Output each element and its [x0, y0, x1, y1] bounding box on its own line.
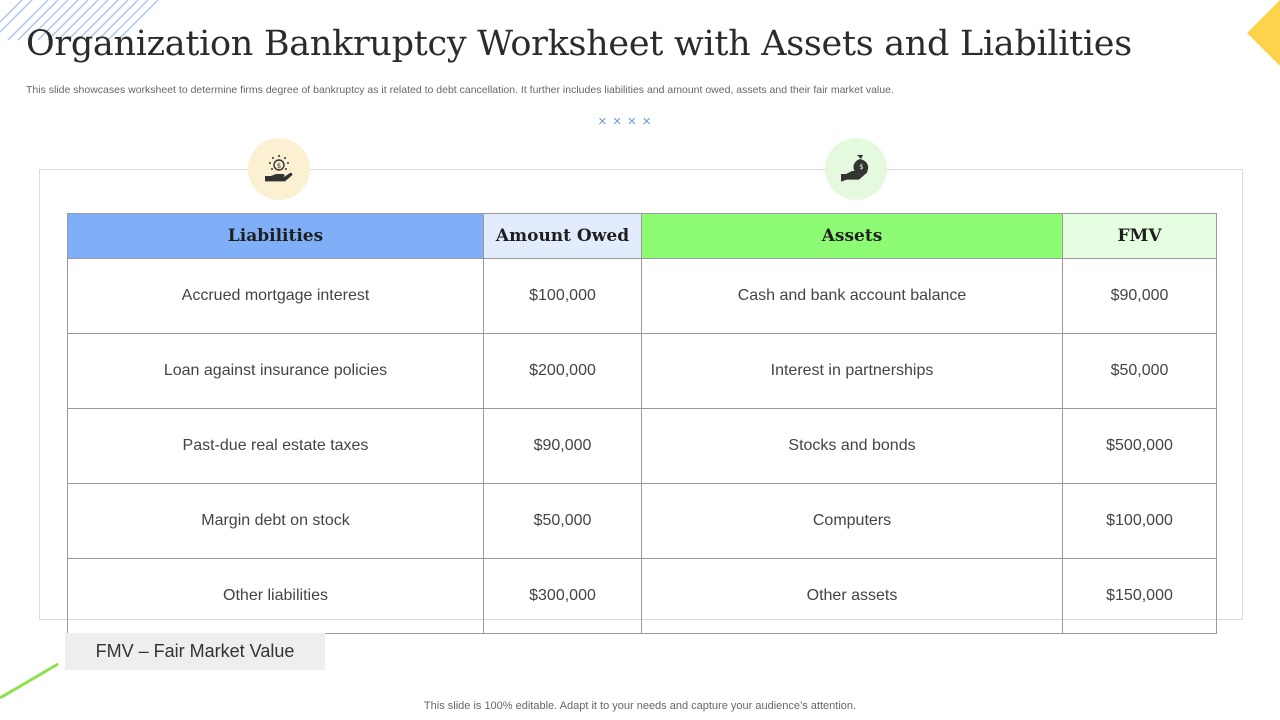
- decorative-crosses: ××××: [598, 113, 658, 130]
- footer-text: This slide is 100% editable. Adapt it to your needs and capture your audience’s attention.: [423, 700, 857, 712]
- table-row: [68, 259, 1217, 334]
- fmv-cell: $500,000: [1063, 409, 1217, 484]
- fmv-cell: $50,000: [1063, 334, 1217, 409]
- table-row: [68, 409, 1217, 484]
- table-header-row: [68, 214, 1217, 259]
- amount-owed-cell: $90,000: [484, 409, 642, 484]
- header-liabilities: Liabilities: [68, 214, 484, 259]
- fmv-cell: $150,000: [1063, 559, 1217, 634]
- decorative-green-line: [0, 660, 62, 700]
- decorative-corner-diamond: [1240, 0, 1280, 70]
- liability-cell: Past-due real estate taxes: [68, 409, 484, 484]
- liability-cell: Loan against insurance policies: [68, 334, 484, 409]
- header-fmv: FMV: [1063, 214, 1217, 259]
- amount-owed-cell: $300,000: [484, 559, 642, 634]
- header-assets: Assets: [642, 214, 1063, 259]
- liability-cell: Margin debt on stock: [68, 484, 484, 559]
- bankruptcy-worksheet-table: [67, 213, 1217, 634]
- header-amount-owed: Amount Owed: [484, 214, 642, 259]
- asset-cell: Interest in partnerships: [642, 334, 1063, 409]
- asset-cell: Stocks and bonds: [642, 409, 1063, 484]
- asset-cell: Cash and bank account balance: [642, 259, 1063, 334]
- hand-holding-money-bag-icon: [825, 138, 887, 200]
- table-row: [68, 484, 1217, 559]
- liability-cell: Other liabilities: [68, 559, 484, 634]
- table-row: [68, 559, 1217, 634]
- liability-cell: Accrued mortgage interest: [68, 259, 484, 334]
- asset-cell: Other assets: [642, 559, 1063, 634]
- amount-owed-cell: $50,000: [484, 484, 642, 559]
- table-row: [68, 334, 1217, 409]
- fmv-definition-note: FMV – Fair Market Value: [65, 633, 325, 670]
- svg-text:$: $: [276, 162, 282, 170]
- svg-text:$: $: [859, 163, 864, 171]
- fmv-cell: $90,000: [1063, 259, 1217, 334]
- fmv-cell: $100,000: [1063, 484, 1217, 559]
- amount-owed-cell: $200,000: [484, 334, 642, 409]
- hand-with-dollar-coin-icon: [248, 138, 310, 200]
- page-title: Organization Bankruptcy Worksheet with Assets and Liabilities: [26, 24, 1132, 64]
- asset-cell: Computers: [642, 484, 1063, 559]
- page-subtitle: This slide showcases worksheet to determine firms degree of bankruptcy as it related to debt cancellation. It further includes liabilities and amount owed, assets and their fair market value.: [26, 84, 894, 96]
- amount-owed-cell: $100,000: [484, 259, 642, 334]
